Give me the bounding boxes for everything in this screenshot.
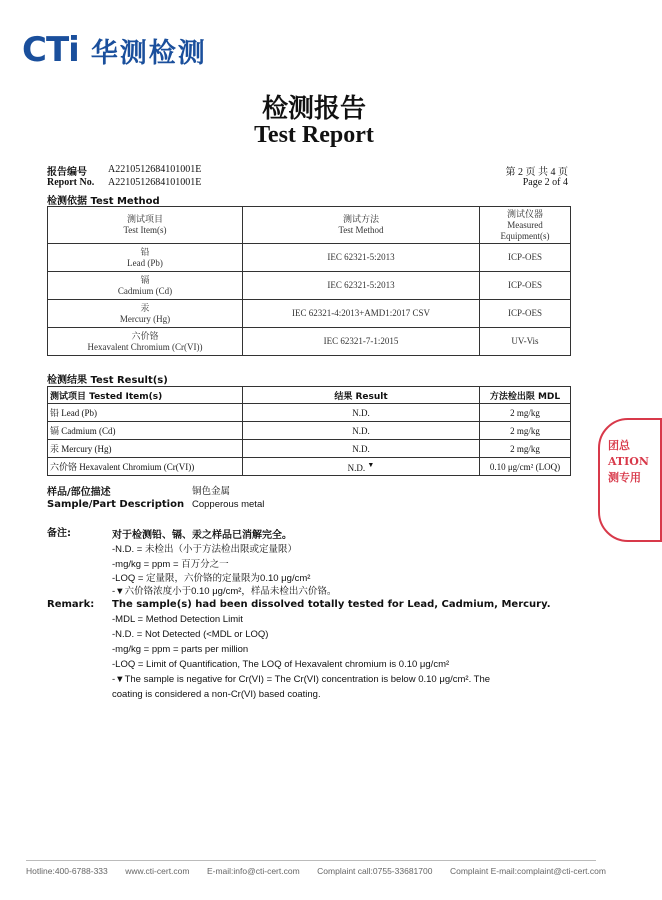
report-title-cn: 检测报告 bbox=[261, 94, 366, 124]
logo-brand: CTi bbox=[22, 30, 79, 70]
notes-en-line: The sample(s) had been dissolved totally tested for Lead, Cadmium, Mercury. bbox=[112, 599, 551, 610]
footer bbox=[26, 866, 606, 876]
footer-email[interactable]: E-mail:info@cti-cert.com bbox=[206, 866, 300, 876]
report-no-label-en: Report No. bbox=[47, 177, 95, 188]
notes-cn-line: -N.D. = 未检出（小于方法检出限或定量限） bbox=[112, 544, 297, 555]
report-title-en: Test Report bbox=[254, 122, 374, 148]
sample-label-en: Sample/Part Description bbox=[47, 499, 185, 510]
notes-en-line: -N.D. = Not Detected (<MDL or LOQ) bbox=[112, 629, 269, 640]
notes-en-line: -LOQ = Limit of Quantification, The LOQ of Hexavalent chromium is 0.10 μg/cm² bbox=[112, 659, 450, 670]
sample-value-cn: 铜色金属 bbox=[192, 486, 231, 497]
footer-complaint-call: Complaint call:0755-33681700 bbox=[317, 866, 433, 876]
method-table bbox=[47, 206, 571, 356]
notes-cn-line: -▼六价铬浓度小于0.10 μg/cm²，样品未检出六价铬。 bbox=[112, 586, 337, 597]
sample-value-en: Copperous metal bbox=[192, 499, 265, 510]
notes-en-line: -▼The sample is negative for Cr(VI) = The Cr(VI) concentration is below 0.10 μg/cm². The bbox=[112, 674, 491, 685]
notes-en-line: -mg/kg = ppm = parts per million bbox=[112, 644, 249, 655]
footer-web[interactable]: www.cti-cert.com bbox=[125, 866, 190, 876]
company-seal: 团总 ATION 测专用 bbox=[598, 418, 662, 542]
results-row: 铅 Lead (Pb) N.D. 2 mg/kg bbox=[48, 404, 571, 422]
method-row: 镉 Cadmium (Cd) IEC 62321-5:2013 ICP-OES bbox=[48, 272, 571, 300]
logo-brand-cn: 华测检测 bbox=[90, 37, 207, 69]
method-header-item: 测试项目 Test Item(s) bbox=[48, 207, 243, 244]
method-row: 铅 Lead (Pb) IEC 62321-5:2013 ICP-OES bbox=[48, 244, 571, 272]
method-header-row bbox=[48, 207, 571, 244]
method-heading: 检测依据 Test Method bbox=[47, 196, 160, 207]
notes-en-line: -MDL = Method Detection Limit bbox=[112, 614, 243, 625]
results-header-row: 测试项目 Tested Item(s) 结果 Result 方法检出限 MDL bbox=[48, 387, 571, 404]
notes-en-line: coating is considered a non-Cr(VI) based coating. bbox=[112, 689, 321, 700]
page-number-cn: 第 2 页 共 4 页 bbox=[505, 167, 568, 178]
notes-en-label: Remark: bbox=[47, 599, 95, 610]
footer-divider bbox=[26, 860, 596, 861]
method-row: 六价铬 Hexavalent Chromium (Cr(VI)) IEC 62321-7-1:2015 UV-Vis bbox=[48, 328, 571, 356]
results-heading: 检测结果 Test Result(s) bbox=[47, 375, 168, 386]
report-no-value: A2210512684101001E bbox=[108, 164, 202, 175]
notes-cn-line: -mg/kg = ppm = 百万分之一 bbox=[112, 559, 229, 570]
results-row: 六价铬 Hexavalent Chromium (Cr(VI)) N.D. ▼ 0.10 μg/cm² (LOQ) bbox=[48, 458, 571, 476]
results-row: 镉 Cadmium (Cd) N.D. 2 mg/kg bbox=[48, 422, 571, 440]
notes-cn-label: 备注: bbox=[47, 528, 71, 539]
results-table bbox=[47, 386, 571, 476]
results-row: 汞 Mercury (Hg) N.D. 2 mg/kg bbox=[48, 440, 571, 458]
company-logo bbox=[22, 30, 207, 70]
footer-hotline: Hotline:400-6788-333 bbox=[26, 866, 108, 876]
sample-label-cn: 样品/部位描述 bbox=[47, 487, 111, 498]
report-no-label-cn: 报告编号 bbox=[47, 167, 87, 178]
method-header-equip: 测试仪器 Measured Equipment(s) bbox=[480, 207, 571, 244]
page-number-en: Page 2 of 4 bbox=[522, 177, 568, 188]
notes-cn-line: -LOQ = 定量限，六价铬的定量限为0.10 μg/cm² bbox=[112, 573, 311, 584]
footer-complaint-email[interactable]: Complaint E-mail:complaint@cti-cert.com bbox=[449, 866, 606, 876]
method-row: 汞 Mercury (Hg) IEC 62321-4:2013+AMD1:2017 CSV ICP-OES bbox=[48, 300, 571, 328]
method-header-method: 测试方法 Test Method bbox=[243, 207, 480, 244]
report-no-value-en: A2210512684101001E bbox=[108, 177, 202, 188]
notes-cn-line: 对于检测铅、镉、汞之样品已消解完全。 bbox=[112, 530, 292, 541]
